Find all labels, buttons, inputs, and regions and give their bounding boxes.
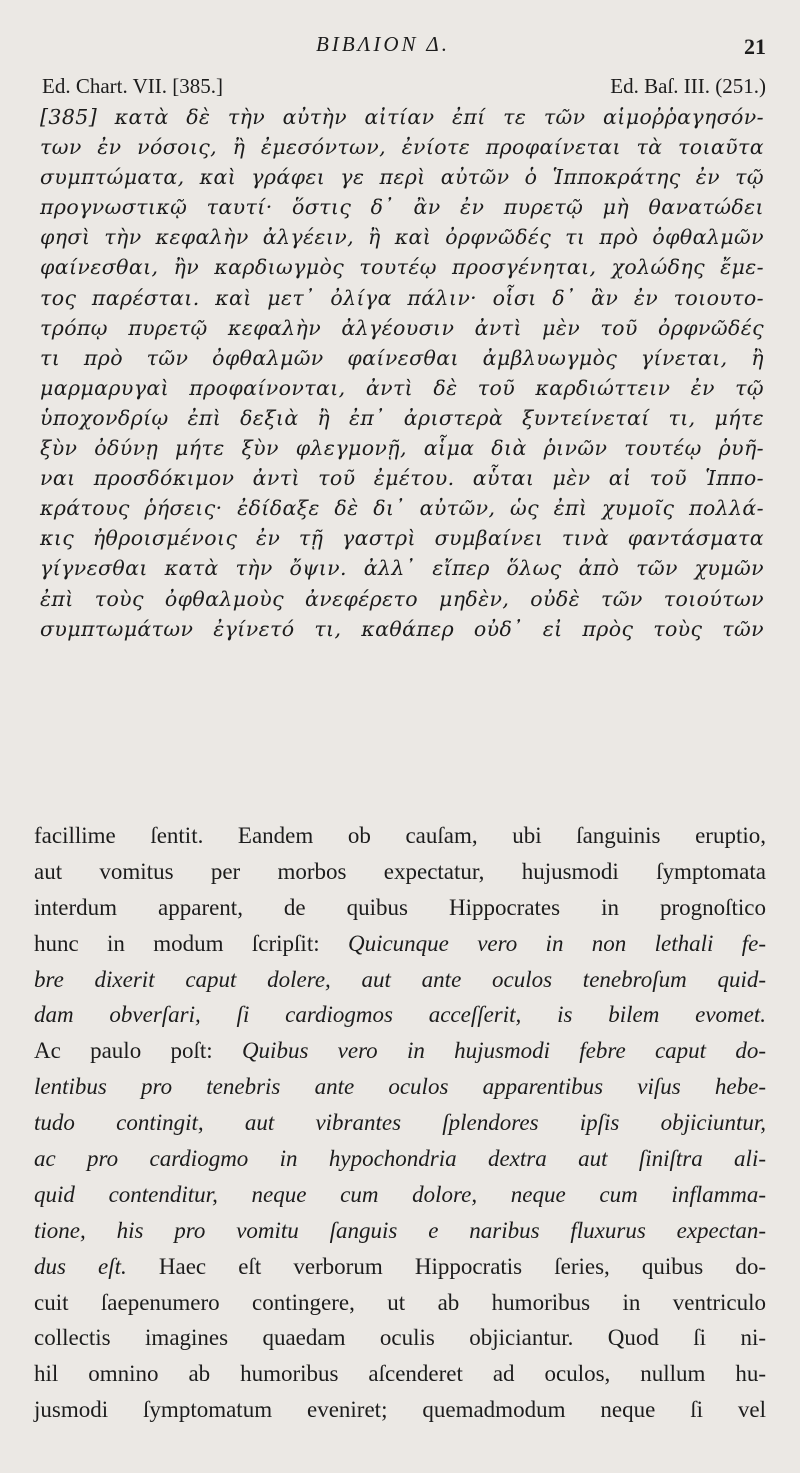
edition-references — [0, 74, 800, 100]
latin-text-segment: interdum apparent, de quibus Hippocrates in prognoſtico — [34, 894, 766, 920]
latin-quotation-segment: tione, his pro vomitu ſanguis e naribus fluxurus expectan- — [34, 1217, 766, 1243]
latin-text-segment: jusmodi ſymptomatum eveniret; quemadmodum neque ſi vel — [34, 1397, 766, 1423]
latin-text-line — [34, 962, 766, 998]
latin-quotation-segment: dam obverſari, ſi cardiogmos acceſſerit, is bilem evomet. — [34, 1002, 766, 1028]
greek-text-line: φησὶ τὴν κεφαλὴν ἀλγέειν, ἢ καὶ ὀρφνῶδές τι πρὸ ὀφθαλμῶν — [40, 225, 764, 250]
latin-text-line — [34, 1249, 766, 1285]
greek-text-line: φαίνεσθαι, ἢν καρδιωγμὸς τουτέῳ προσγένηται, χολώδης ἔμε- — [40, 255, 764, 280]
greek-text-line: προγνωστικῷ ταυτί· ὅστις δ᾽ ἂν ἐν πυρετῷ μὴ θανατώδει — [40, 195, 764, 220]
latin-text-line — [34, 1069, 766, 1105]
latin-text-line — [34, 1177, 766, 1213]
greek-text-line: [385] κατὰ δὲ τὴν αὐτὴν αἰτίαν ἐπί τε τῶν αἱμοῤῥαγησόν- — [40, 105, 764, 129]
latin-quotation-segment: ac pro cardiogmo in hypochondria dextra aut ſiniſtra ali- — [34, 1146, 766, 1172]
latin-quotation-segment: quid contenditur, neque cum dolore, neque cum inflamma- — [34, 1181, 766, 1207]
greek-text-line: ναι προσδόκιμον ἀντὶ τοῦ ἐμέτου. αὗται μὲν αἱ τοῦ Ἱππο- — [40, 466, 764, 491]
greek-text-line: τος παρέσται. καὶ μετ᾽ ὀλίγα πάλιν· οἷσι δ᾽ ἂν ἐν τοιουτο- — [40, 285, 764, 310]
latin-quotation-segment: Quibus vero in hujusmodi febre caput do- — [241, 1038, 766, 1064]
greek-text-line: συμπτωμάτων ἐγίνετό τι, καθάπερ οὐδ᾽ εἰ πρὸς τοὺς τῶν — [40, 616, 764, 641]
latin-text-segment: hil omnino ab humoribus aſcenderet ad oculos, nullum hu- — [34, 1361, 766, 1387]
latin-text-line — [34, 854, 766, 890]
page-number: 21 — [744, 34, 766, 59]
latin-text-segment: hunc in modum ſcripſit: — [34, 930, 348, 956]
latin-text-line — [34, 1105, 766, 1141]
latin-text-line — [34, 1392, 766, 1428]
latin-text-line — [34, 1320, 766, 1356]
greek-text-line: κράτους ῥήσεις· ἐδίδαξε δὲ δι᾽ αὐτῶν, ὡς ἐπὶ χυμοῖς πολλά- — [40, 496, 764, 521]
latin-text-block — [34, 818, 766, 1428]
latin-text-line — [34, 926, 766, 962]
latin-text-line — [34, 890, 766, 926]
latin-text-line — [34, 997, 766, 1033]
greek-text-line: ὑποχονδρίῳ ἐπὶ δεξιὰ ἢ ἐπ᾽ ἀριστερὰ ξυντείνεταί τι, μήτε — [40, 405, 764, 430]
edition-chartier-reference: Ed. Chart. VII. [385.] — [42, 74, 223, 98]
greek-text-line: συμπτώματα, καὶ γράφει γε περὶ αὐτῶν ὁ Ἱπποκράτης ἐν τῷ — [40, 165, 764, 190]
latin-text-segment: cuit ſaepenumero contingere, ut ab humoribus in ventriculo — [34, 1289, 766, 1315]
latin-text-segment: facillime ſentit. Eandem ob cauſam, ubi ſanguinis eruptio, — [34, 823, 766, 848]
latin-text-line — [34, 1141, 766, 1177]
latin-text-line — [34, 1213, 766, 1249]
latin-quotation-segment: bre dixerit caput dolere, aut ante oculos tenebroſum quid- — [34, 966, 766, 992]
greek-text-line: ἐπὶ τοὺς ὀφθαλμοὺς ἀνεφέρετο μηδὲν, οὐδὲ τῶν τοιούτων — [40, 586, 764, 611]
latin-text-line — [34, 1033, 766, 1069]
greek-text-line: ξὺν ὀδύνῃ μήτε ξὺν φλεγμονῇ, αἷμα διὰ ῥινῶν τουτέῳ ῥυῆ- — [40, 436, 764, 461]
greek-text-line: κις ἠθροισμένοις ἐν τῇ γαστρὶ συμβαίνει τινὰ φαντάσματα — [40, 526, 764, 551]
greek-text-block — [40, 102, 764, 644]
greek-text-line: τρόπῳ πυρετῷ κεφαλὴν ἀλγέουσιν ἀντὶ μὲν τοῦ ὀρφνῶδές — [40, 315, 764, 340]
latin-quotation-segment: dus eſt. — [34, 1253, 127, 1279]
latin-text-line — [34, 1356, 766, 1392]
latin-quotation-segment: tudo contingit, aut vibrantes ſplendores ipſis objiciuntur, — [34, 1110, 766, 1136]
greek-text-line: τι πρὸ τῶν ὀφθαλμῶν φαίνεσθαι ἀμβλυωγμὸς γίνεται, ἢ — [40, 345, 764, 370]
greek-text-line: των ἐν νόσοις, ἢ ἐμεσόντων, ἐνίοτε προφαίνεται τὰ τοιαῦτα — [40, 135, 764, 160]
latin-quotation-segment: Quicunque vero in non lethali fe- — [347, 930, 766, 956]
latin-quotation-segment: lentibus pro tenebris ante oculos apparentibus viſus hebe- — [34, 1074, 766, 1100]
latin-text-segment: aut vomitus per morbos expectatur, hujusmodi ſymptomata — [34, 858, 766, 884]
latin-text-line — [34, 1285, 766, 1321]
latin-text-segment: Haec eſt verborum Hippocratis ſeries, quibus do- — [126, 1253, 766, 1279]
running-head — [0, 30, 800, 60]
greek-text-line: γίγνεσθαι κατὰ τὴν ὄψιν. ἀλλ᾽ εἴπερ ὅλως ἀπὸ τῶν χυμῶν — [40, 556, 764, 581]
greek-text-line: μαρμαρυγαὶ προφαίνονται, ἀντὶ δὲ τοῦ καρδιώττειν ἐν τῷ — [40, 375, 764, 400]
edition-basel-reference: Ed. Baſ. III. (251.) — [610, 74, 766, 98]
running-title: BIBΛΙΟΝ Δ. — [316, 32, 450, 56]
latin-text-segment: collectis imagines quaedam oculis objiciantur. Quod ſi ni- — [34, 1325, 766, 1351]
latin-text-line — [34, 818, 766, 854]
latin-text-segment: Ac paulo poſt: — [34, 1038, 242, 1064]
